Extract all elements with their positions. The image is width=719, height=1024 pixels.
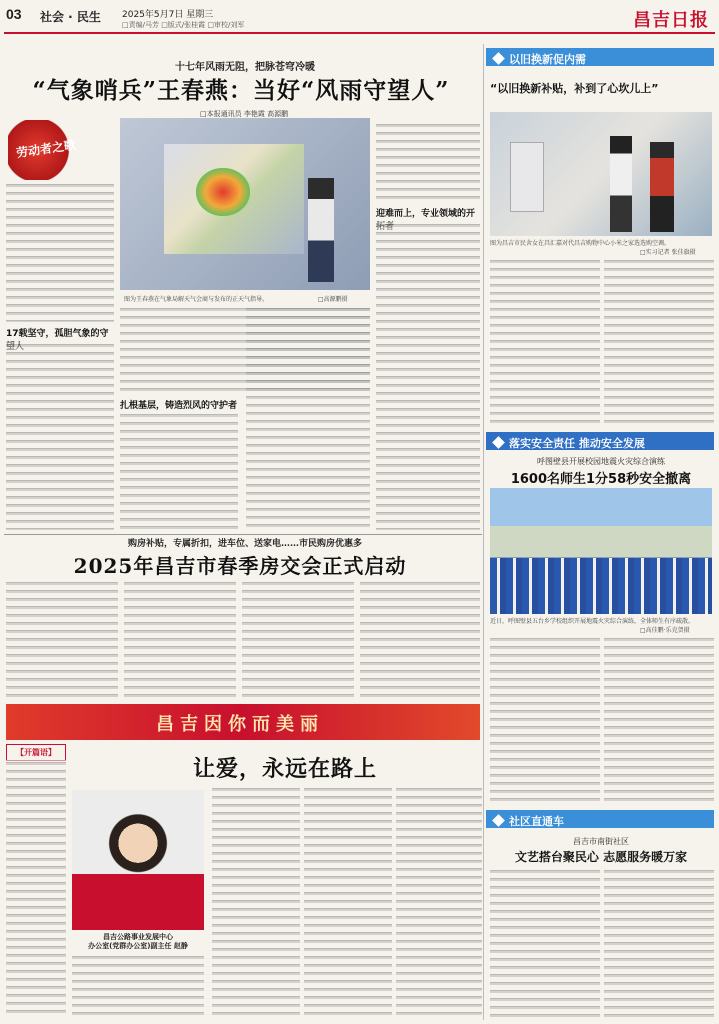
- newspaper-logo: 昌吉日报: [633, 10, 709, 31]
- feature-text-col1: [72, 954, 204, 1016]
- air-conditioner: [510, 142, 544, 212]
- page-header: [4, 4, 715, 34]
- community-text-col1: [490, 868, 600, 1018]
- diamond-icon: [492, 814, 505, 827]
- feature-portrait: [72, 790, 204, 930]
- drill-caption: 近日，呼图壁县五台乡学校组织开展地震火灾综合演练，全体师生有序疏散。: [490, 618, 695, 625]
- forecaster-figure: [308, 178, 334, 282]
- trade-in-photo: [490, 112, 712, 236]
- band-label: 落实安全责任 推动安全发展: [509, 437, 645, 450]
- badge-label: 劳动者之歌: [15, 137, 77, 161]
- trade-in-title: “以旧换新补贴，补到了心坎儿上”: [490, 82, 659, 95]
- lead-text-col3: [120, 412, 238, 530]
- page-number: 03: [6, 6, 22, 22]
- drill-title: 1600名师生1分58秒安全撤离: [510, 472, 692, 487]
- labor-badge-art: [8, 120, 80, 180]
- lead-kicker: 十七年风雨无阻，把脉苍穹冷暖: [175, 62, 315, 73]
- community-title: 文艺搭台聚民心 志愿服务暖万家: [514, 850, 688, 864]
- lead-text-col6: [376, 222, 480, 530]
- trade-in-text-col1: [490, 258, 600, 426]
- students-crowd: [490, 558, 712, 614]
- trade-in-credit: □实习记者 张佳旗摄: [640, 249, 696, 256]
- feature-text-col3: [304, 786, 392, 1016]
- lead-text-col5: [376, 122, 480, 202]
- rule-housing: [4, 534, 482, 535]
- feature-tag-box: [6, 744, 66, 761]
- trade-in-caption: 图为昌吉市民舍女在昌汇嘉对代昌吉购物中心小米之家选选购空调。: [490, 240, 671, 247]
- section-band-trade-in: [486, 48, 714, 66]
- lead-text-col1: [6, 182, 114, 322]
- feature-banner-label: 昌吉因你而美丽: [156, 714, 324, 735]
- drill-photo: [490, 488, 712, 614]
- band-label: 社区直通车: [509, 815, 564, 828]
- housing-text-col3: [242, 580, 354, 698]
- diamond-icon: [492, 436, 505, 449]
- portrait-caption-2: 办公室(党群办公室)副主任 赵静: [88, 942, 188, 950]
- radar-echo-blob: [196, 168, 250, 216]
- section-band-safety: [486, 432, 714, 450]
- lead-photo-caption: 图为王春燕在气象局解天气会商与发布的正天气指导。: [124, 296, 269, 303]
- feature-intro-text: [6, 760, 66, 1016]
- feature-tag: 【开篇语】: [16, 748, 56, 757]
- portrait-caption-1: 昌吉公路事业发展中心: [103, 933, 173, 941]
- lead-subhead-2: 迎难而上，专业领域的开: [376, 209, 476, 219]
- trade-in-text-col2: [604, 258, 714, 426]
- community-text-col2: [604, 868, 714, 1018]
- issue-date: 2025年5月7日 星期三: [122, 10, 214, 20]
- feature-banner: [6, 704, 480, 740]
- housing-kicker: 购房补贴，专属折扣，进车位、送家电……市民购房优惠多: [127, 539, 362, 549]
- lead-text-col1b: [6, 342, 114, 530]
- drill-text-col2: [604, 636, 714, 804]
- housing-text-col1: [6, 580, 118, 698]
- shopper-figure: [610, 136, 632, 232]
- lead-subhead-1: 17载坚守，孤胆气象的守: [6, 329, 109, 339]
- housing-text-col4: [360, 580, 480, 698]
- drill-credit: □高佳鹏·乐克贺摄: [640, 627, 690, 634]
- housing-text-col2: [124, 580, 236, 698]
- diamond-icon: [492, 52, 505, 65]
- column-divider: [483, 44, 484, 1020]
- editor-credits: □责编/马芳 □版式/张桂霞 □审校/刘军: [122, 21, 245, 29]
- feature-title: 让爱，永远在路上: [192, 756, 377, 782]
- lead-byline: □本报通讯员 李艳霞 高源鹏: [200, 110, 289, 118]
- drill-kicker: 呼图壁县开展校园地震火灾综合演练: [537, 457, 665, 466]
- lead-subhead-3: 扎根基层，铸造烈风的守护者: [120, 401, 238, 411]
- lead-title: “气象哨兵”王春燕：当好“风雨守望人”: [32, 77, 450, 104]
- lead-text-col4: [246, 306, 370, 530]
- community-kicker: 昌吉市南街社区: [573, 837, 629, 846]
- feature-text-col2: [212, 786, 300, 1016]
- section-band-community: [486, 810, 714, 828]
- drill-text-col1: [490, 636, 600, 804]
- housing-title: 2025年昌吉市春季房交会正式启动: [73, 554, 407, 578]
- lead-photo: [120, 118, 370, 290]
- lead-photo-credit: □高源鹏摄: [318, 296, 348, 303]
- section-name: 社会 · 民生: [40, 10, 101, 24]
- feature-text-col4: [396, 786, 482, 1016]
- clerk-figure: [650, 142, 674, 232]
- band-label: 以旧换新促内需: [509, 53, 586, 66]
